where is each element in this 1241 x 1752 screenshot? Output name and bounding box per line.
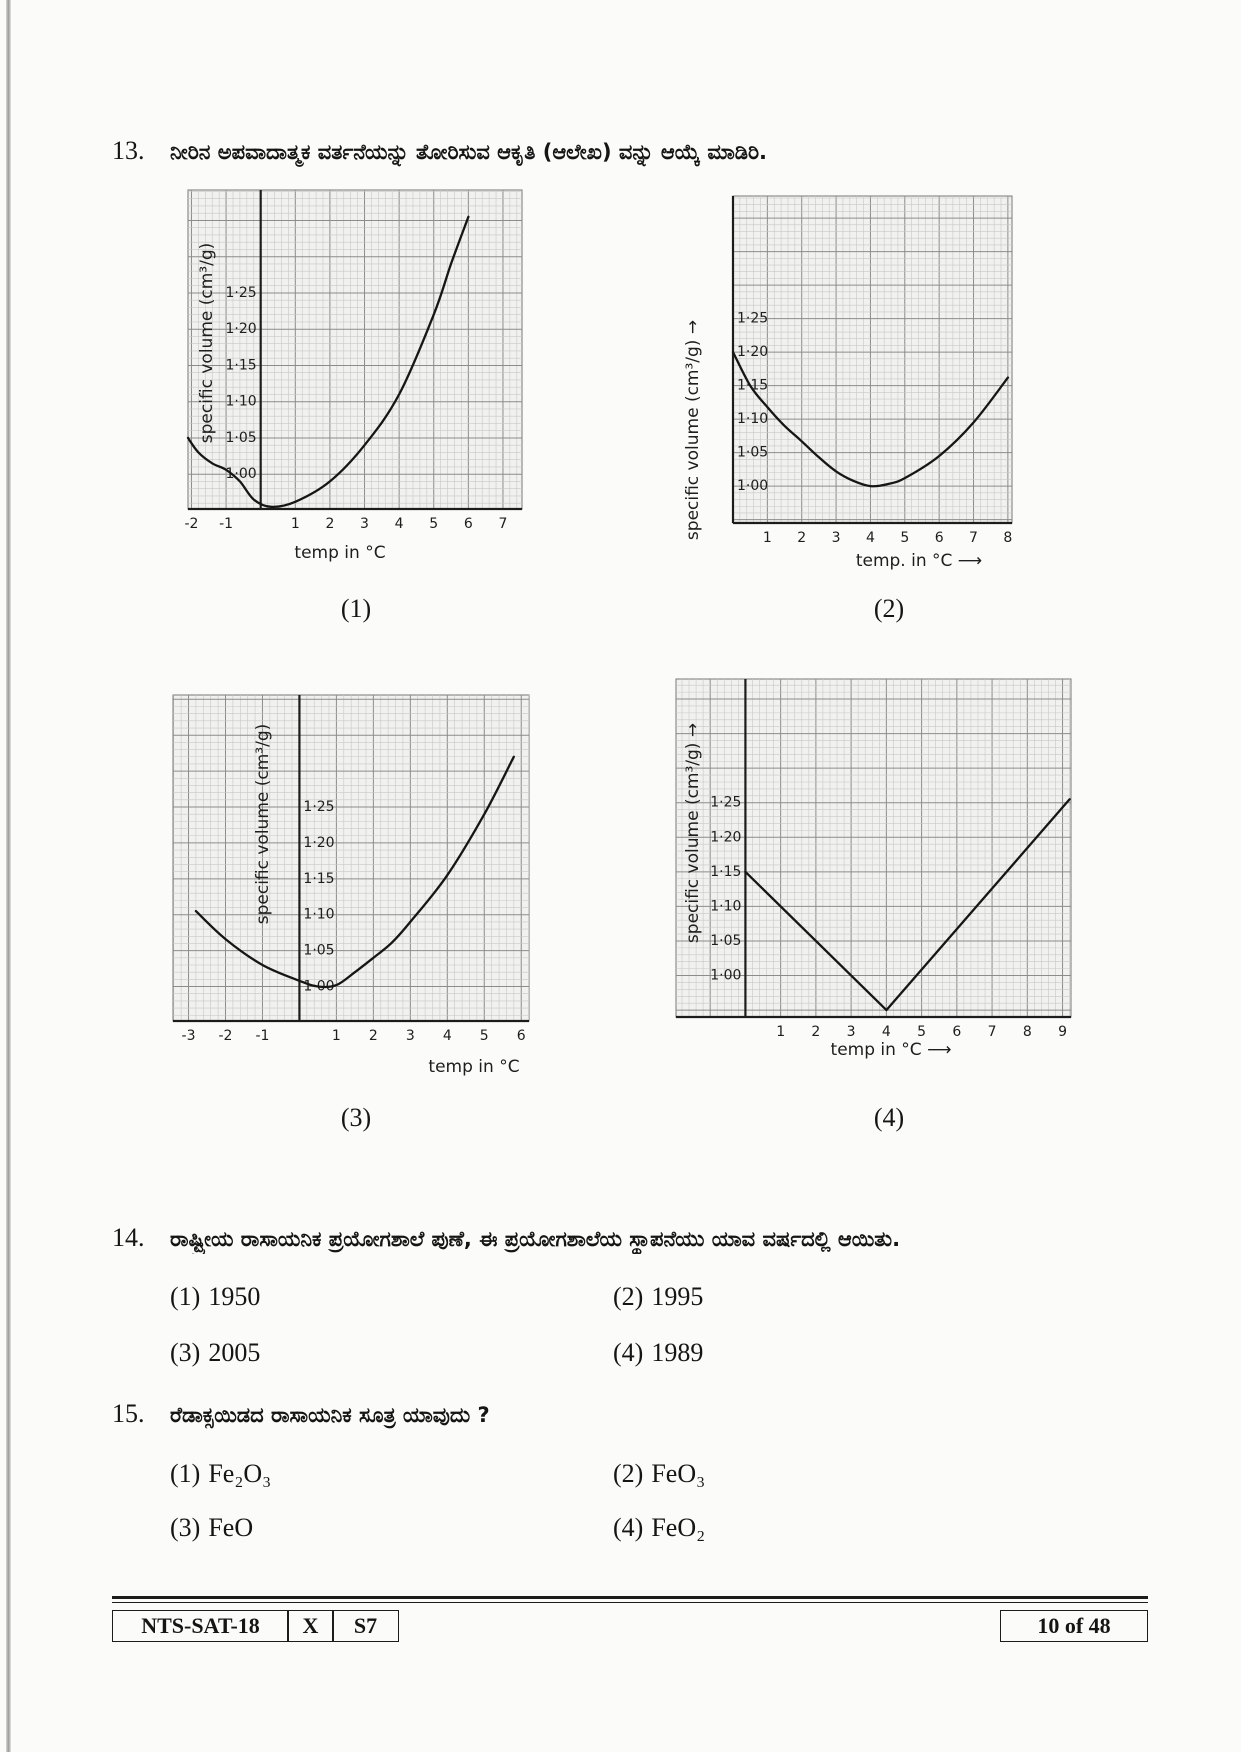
y-tick-label: 1·15 (303, 870, 335, 887)
question-14-option-1 (170, 1282, 260, 1312)
option-value: 1950 (208, 1282, 261, 1311)
y-tick-label: 1·20 (225, 321, 257, 338)
option-label: (1) (170, 1459, 201, 1488)
x-tick-label: 1 (762, 530, 772, 546)
x-tick-label: 6 (952, 1024, 962, 1040)
graph-caption-2: (2) (873, 594, 905, 623)
y-tick-label: 1·15 (225, 357, 257, 374)
x-tick-label: 3 (831, 530, 841, 546)
x-tick-label: 6 (463, 516, 473, 532)
option-label: (3) (170, 1513, 201, 1542)
option-value: FeO₃ (651, 1459, 706, 1488)
x-tick-label: 5 (900, 530, 910, 546)
plot-area (188, 190, 522, 509)
option-value: 1995 (651, 1282, 704, 1311)
x-axis-label: temp in °C (428, 1057, 520, 1077)
x-tick-label: -2 (218, 1028, 233, 1044)
x-tick-label: 1 (290, 516, 300, 532)
y-tick-label: 1·05 (737, 444, 769, 461)
graph-paper-grid (188, 190, 522, 509)
option-label: (4) (613, 1513, 644, 1542)
x-tick-label: 5 (429, 516, 439, 532)
x-tick-label: 8 (1003, 530, 1013, 546)
y-tick-label: 1·05 (710, 932, 742, 949)
question-14-option-3 (170, 1338, 260, 1368)
question-14-number: 14. (112, 1223, 145, 1252)
x-tick-label: 3 (360, 516, 369, 532)
y-tick-label: 1·00 (225, 466, 257, 483)
plot-area (676, 679, 1071, 1017)
y-axis-label: specific volume (cm³/g) (253, 723, 273, 925)
y-axis-label: specific volume (cm³/g) → (683, 722, 703, 944)
x-tick-label: 5 (479, 1028, 489, 1044)
x-tick-label: -1 (219, 516, 234, 532)
footer-class: X (287, 1610, 334, 1642)
option-value: FeO (208, 1513, 254, 1542)
x-tick-label: 4 (881, 1024, 891, 1040)
footer-page-number: 10 of 48 (1000, 1610, 1148, 1642)
y-axis-label: specific volume (cm³/g) → (683, 319, 703, 541)
y-tick-label: 1·20 (303, 834, 335, 851)
footer-series: S7 (332, 1610, 399, 1642)
question-15-option-4 (613, 1513, 705, 1543)
x-axis-label: temp in °C (294, 543, 386, 563)
x-tick-label: 6 (516, 1028, 526, 1044)
footer-exam-code: NTS-SAT-18 (112, 1610, 289, 1642)
question-13-text: ನೀರಿನ ಅಪವಾದಾತ್ಮಕ ವರ್ತನೆಯನ್ನು ತೋರಿಸುವ ಆಕೃತಿ (ಆಲೇಖ) ವನ್ನು ಆಯ್ಕೆ ಮಾಡಿರಿ. (170, 140, 768, 164)
graph-option-1 (184, 190, 522, 563)
x-tick-label: 5 (917, 1024, 927, 1040)
y-tick-label: 1·15 (710, 863, 742, 880)
question-13-number: 13. (112, 136, 145, 165)
x-tick-label: 3 (846, 1024, 856, 1040)
y-tick-label: 1·20 (737, 344, 769, 361)
x-tick-label: -3 (181, 1028, 196, 1044)
x-axis-label: temp in °C ⟶ (830, 1040, 952, 1060)
y-tick-label: 1·00 (737, 478, 769, 495)
x-tick-label: 2 (325, 516, 335, 532)
x-tick-label: -2 (184, 516, 199, 532)
y-tick-label: 1·10 (225, 393, 257, 410)
y-tick-label: 1·10 (737, 411, 769, 428)
option-label: (2) (613, 1459, 644, 1488)
y-tick-label: 1·10 (710, 898, 742, 915)
x-axis-label: temp. in °C ⟶ (855, 551, 983, 571)
x-tick-label: 7 (987, 1024, 997, 1040)
y-tick-label: 1·25 (710, 794, 742, 811)
graph-paper-grid (676, 679, 1071, 1017)
x-tick-label: -1 (255, 1028, 270, 1044)
question-14-text: ರಾಷ್ಟ್ರೀಯ ರಾಸಾಯನಿಕ ಪ್ರಯೋಗಶಾಲೆ ಪುಣೆ, ಈ ಪ್ರಯೋಗಶಾಲೆಯ ಸ್ಥಾಪನೆಯು ಯಾವ ವರ್ಷದಲ್ಲಿ ಆಯಿತು. (170, 1227, 901, 1251)
graph-caption-3: (3) (340, 1103, 372, 1132)
x-tick-label: 2 (368, 1028, 378, 1044)
y-tick-label: 1·25 (225, 284, 257, 301)
question-14-option-2 (613, 1282, 703, 1312)
option-value: FeO₂ (651, 1513, 706, 1542)
graph-option-4 (676, 679, 1071, 1060)
option-value: 1989 (651, 1338, 704, 1367)
y-tick-label: 1·25 (303, 799, 335, 816)
y-tick-label: 1·20 (710, 829, 742, 846)
graph-caption-1: (1) (340, 594, 372, 623)
x-tick-label: 6 (934, 530, 944, 546)
x-tick-label: 9 (1058, 1024, 1068, 1040)
question-15-text: ರೆಡಾಕ್ಸಯಿಡದ ರಾಸಾಯನಿಕ ಸೂತ್ರ ಯಾವುದು ? (170, 1403, 490, 1427)
x-tick-label: 7 (969, 530, 978, 546)
x-tick-label: 2 (797, 530, 807, 546)
y-tick-label: 1·25 (737, 310, 769, 327)
y-tick-label: 1·05 (225, 429, 257, 446)
x-tick-label: 2 (811, 1024, 821, 1040)
x-tick-label: 4 (442, 1028, 452, 1044)
x-tick-label: 4 (394, 516, 404, 532)
x-tick-label: 8 (1022, 1024, 1032, 1040)
y-axis-label: specific volume (cm³/g) (197, 242, 217, 444)
option-value: 2005 (208, 1338, 261, 1367)
option-label: (3) (170, 1338, 201, 1367)
x-tick-label: 3 (405, 1028, 415, 1044)
question-15-number: 15. (112, 1399, 145, 1428)
question-15-option-2 (613, 1459, 705, 1489)
question-15-option-1 (170, 1459, 271, 1489)
question-14-option-4 (613, 1338, 703, 1368)
option-label: (4) (613, 1338, 644, 1367)
y-tick-label: 1·00 (710, 967, 742, 984)
graph-option-3 (173, 695, 529, 1077)
graph-caption-4: (4) (873, 1103, 905, 1132)
x-tick-label: 7 (498, 516, 508, 532)
graph-paper-grid (733, 196, 1012, 523)
footer-rule (112, 1596, 1148, 1603)
question-15-option-3 (170, 1513, 253, 1543)
x-tick-label: 1 (331, 1028, 341, 1044)
x-tick-label: 1 (776, 1024, 786, 1040)
option-label: (2) (613, 1282, 644, 1311)
graph-paper-grid (173, 695, 529, 1021)
option-label: (1) (170, 1282, 201, 1311)
y-tick-label: 1·00 (303, 978, 335, 995)
y-tick-label: 1·05 (303, 942, 335, 959)
y-tick-label: 1·15 (737, 377, 769, 394)
graph-option-2 (683, 196, 1012, 571)
y-tick-label: 1·10 (303, 906, 335, 923)
x-tick-label: 4 (865, 530, 875, 546)
option-value: Fe₂O₃ (208, 1459, 272, 1488)
